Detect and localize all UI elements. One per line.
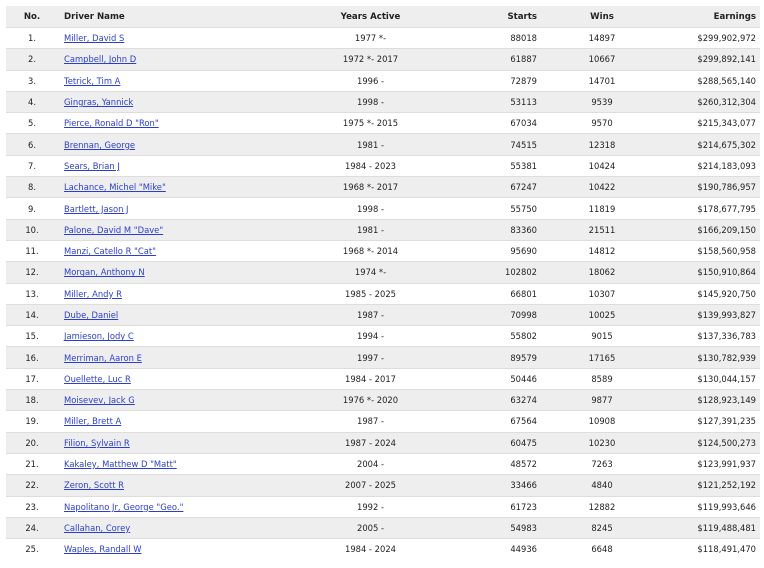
rank-cell: 6. xyxy=(6,134,58,155)
starts-cell: 61887 xyxy=(427,49,549,70)
driver-name-cell xyxy=(58,517,314,538)
earnings-cell: $260,312,304 xyxy=(655,91,760,112)
wins-cell: 14812 xyxy=(549,240,655,261)
driver-name-link[interactable]: Campbell, John D xyxy=(64,54,137,65)
driver-name-link[interactable]: Merriman, Aaron E xyxy=(64,352,142,363)
table-row xyxy=(6,411,760,432)
rank-cell: 15. xyxy=(6,326,58,347)
wins-cell: 8245 xyxy=(549,517,655,538)
driver-name-cell xyxy=(58,496,314,517)
rank-cell: 14. xyxy=(6,304,58,325)
column-header-starts[interactable]: Starts xyxy=(427,6,549,28)
driver-name-cell xyxy=(58,219,314,240)
years-active-cell: 1975 *- 2015 xyxy=(314,113,427,134)
wins-cell: 10025 xyxy=(549,304,655,325)
years-active-cell: 1984 - 2024 xyxy=(314,539,427,560)
driver-name-link[interactable]: Waples, Randall W xyxy=(64,544,142,555)
rank-cell: 19. xyxy=(6,411,58,432)
years-active-cell: 2007 - 2025 xyxy=(314,475,427,496)
earnings-cell: $299,902,972 xyxy=(655,28,760,49)
rank-cell: 3. xyxy=(6,70,58,91)
driver-name-link[interactable]: Zeron, Scott R xyxy=(64,480,124,491)
leaderboard-container xyxy=(6,6,760,559)
years-active-cell: 1981 - xyxy=(314,134,427,155)
table-row xyxy=(6,70,760,91)
driver-earnings-table xyxy=(6,6,760,559)
earnings-cell: $178,677,795 xyxy=(655,198,760,219)
years-active-cell: 2005 - xyxy=(314,517,427,538)
driver-name-cell xyxy=(58,70,314,91)
driver-name-cell xyxy=(58,390,314,411)
earnings-cell: $128,923,149 xyxy=(655,390,760,411)
starts-cell: 74515 xyxy=(427,134,549,155)
years-active-cell: 1977 *- xyxy=(314,28,427,49)
years-active-cell: 1987 - xyxy=(314,411,427,432)
earnings-cell: $166,209,150 xyxy=(655,219,760,240)
column-header-earnings[interactable]: Earnings xyxy=(655,6,760,28)
earnings-cell: $130,044,157 xyxy=(655,368,760,389)
starts-cell: 88018 xyxy=(427,28,549,49)
driver-name-link[interactable]: Brennan, George xyxy=(64,139,136,150)
table-row xyxy=(6,177,760,198)
starts-cell: 67564 xyxy=(427,411,549,432)
years-active-cell: 1996 - xyxy=(314,70,427,91)
driver-name-link[interactable]: Manzi, Catello R "Cat" xyxy=(64,246,157,257)
years-active-cell: 1984 - 2017 xyxy=(314,368,427,389)
table-row xyxy=(6,219,760,240)
driver-name-link[interactable]: Napolitano Jr, George "Geo." xyxy=(64,501,184,512)
earnings-cell: $118,491,470 xyxy=(655,539,760,560)
years-active-cell: 1968 *- 2014 xyxy=(314,240,427,261)
driver-name-link[interactable]: Lachance, Michel "Mike" xyxy=(64,182,166,193)
rank-cell: 17. xyxy=(6,368,58,389)
table-row xyxy=(6,453,760,474)
starts-cell: 48572 xyxy=(427,453,549,474)
starts-cell: 72879 xyxy=(427,70,549,91)
wins-cell: 9539 xyxy=(549,91,655,112)
earnings-cell: $299,892,141 xyxy=(655,49,760,70)
wins-cell: 10422 xyxy=(549,177,655,198)
driver-name-cell xyxy=(58,155,314,176)
wins-cell: 14701 xyxy=(549,70,655,91)
column-header-no[interactable]: No. xyxy=(6,6,58,28)
table-row xyxy=(6,496,760,517)
rank-cell: 10. xyxy=(6,219,58,240)
starts-cell: 55802 xyxy=(427,326,549,347)
driver-name-link[interactable]: Jamieson, Jody C xyxy=(64,331,134,342)
rank-cell: 5. xyxy=(6,113,58,134)
starts-cell: 60475 xyxy=(427,432,549,453)
starts-cell: 63274 xyxy=(427,390,549,411)
rank-cell: 1. xyxy=(6,28,58,49)
starts-cell: 54983 xyxy=(427,517,549,538)
earnings-cell: $123,991,937 xyxy=(655,453,760,474)
years-active-cell: 1985 - 2025 xyxy=(314,283,427,304)
wins-cell: 9015 xyxy=(549,326,655,347)
earnings-cell: $137,336,783 xyxy=(655,326,760,347)
wins-cell: 12318 xyxy=(549,134,655,155)
driver-name-cell xyxy=(58,91,314,112)
wins-cell: 9877 xyxy=(549,390,655,411)
rank-cell: 16. xyxy=(6,347,58,368)
earnings-cell: $119,488,481 xyxy=(655,517,760,538)
earnings-cell: $130,782,939 xyxy=(655,347,760,368)
driver-name-cell xyxy=(58,326,314,347)
driver-name-link[interactable]: Morgan, Anthony N xyxy=(64,267,145,278)
rank-cell: 7. xyxy=(6,155,58,176)
earnings-cell: $124,500,273 xyxy=(655,432,760,453)
table-row xyxy=(6,326,760,347)
table-row xyxy=(6,198,760,219)
years-active-cell: 1997 - xyxy=(314,347,427,368)
table-row xyxy=(6,304,760,325)
starts-cell: 83360 xyxy=(427,219,549,240)
table-row xyxy=(6,432,760,453)
rank-cell: 23. xyxy=(6,496,58,517)
rank-cell: 20. xyxy=(6,432,58,453)
years-active-cell: 1987 - 2024 xyxy=(314,432,427,453)
starts-cell: 55381 xyxy=(427,155,549,176)
years-active-cell: 1994 - xyxy=(314,326,427,347)
rank-cell: 13. xyxy=(6,283,58,304)
starts-cell: 67247 xyxy=(427,177,549,198)
header-row xyxy=(6,6,760,28)
earnings-cell: $150,910,864 xyxy=(655,262,760,283)
starts-cell: 102802 xyxy=(427,262,549,283)
years-active-cell: 1998 - xyxy=(314,91,427,112)
driver-name-cell xyxy=(58,49,314,70)
driver-name-cell xyxy=(58,283,314,304)
earnings-cell: $158,560,958 xyxy=(655,240,760,261)
driver-name-link[interactable]: Kakaley, Matthew D "Matt" xyxy=(64,459,177,470)
table-row xyxy=(6,390,760,411)
wins-cell: 7263 xyxy=(549,453,655,474)
wins-cell: 17165 xyxy=(549,347,655,368)
starts-cell: 95690 xyxy=(427,240,549,261)
table-row xyxy=(6,517,760,538)
column-header-years-active[interactable]: Years Active xyxy=(314,6,427,28)
rank-cell: 18. xyxy=(6,390,58,411)
years-active-cell: 1968 *- 2017 xyxy=(314,177,427,198)
years-active-cell: 1984 - 2023 xyxy=(314,155,427,176)
driver-name-cell xyxy=(58,304,314,325)
earnings-cell: $139,993,827 xyxy=(655,304,760,325)
wins-cell: 18062 xyxy=(549,262,655,283)
wins-cell: 8589 xyxy=(549,368,655,389)
driver-name-link[interactable]: Gingras, Yannick xyxy=(64,97,134,108)
driver-name-cell xyxy=(58,453,314,474)
years-active-cell: 1998 - xyxy=(314,198,427,219)
wins-cell: 12882 xyxy=(549,496,655,517)
table-row xyxy=(6,113,760,134)
driver-name-cell xyxy=(58,28,314,49)
earnings-cell: $145,920,750 xyxy=(655,283,760,304)
earnings-cell: $119,993,646 xyxy=(655,496,760,517)
table-row xyxy=(6,240,760,261)
wins-cell: 10667 xyxy=(549,49,655,70)
driver-name-link[interactable]: Ouellette, Luc R xyxy=(64,373,131,384)
table-row xyxy=(6,475,760,496)
earnings-cell: $215,343,077 xyxy=(655,113,760,134)
years-active-cell: 2004 - xyxy=(314,453,427,474)
column-header-wins[interactable]: Wins xyxy=(549,6,655,28)
driver-name-link[interactable]: Bartlett, Jason J xyxy=(64,203,129,214)
rank-cell: 4. xyxy=(6,91,58,112)
starts-cell: 44936 xyxy=(427,539,549,560)
wins-cell: 11819 xyxy=(549,198,655,219)
years-active-cell: 1974 *- xyxy=(314,262,427,283)
table-row xyxy=(6,368,760,389)
rank-cell: 8. xyxy=(6,177,58,198)
driver-name-link[interactable]: Sears, Brian J xyxy=(64,160,120,171)
starts-cell: 70998 xyxy=(427,304,549,325)
column-header-driver-name[interactable]: Driver Name xyxy=(58,6,314,28)
driver-name-link[interactable]: Dube, Daniel xyxy=(64,310,119,320)
rank-cell: 21. xyxy=(6,453,58,474)
driver-name-link[interactable]: Filion, Sylvain R xyxy=(64,437,130,448)
table-header xyxy=(6,6,760,28)
starts-cell: 61723 xyxy=(427,496,549,517)
driver-name-cell xyxy=(58,411,314,432)
driver-name-link[interactable]: Miller, David S xyxy=(64,33,125,44)
driver-name-link[interactable]: Callahan, Corey xyxy=(64,522,131,533)
earnings-cell: $121,252,192 xyxy=(655,475,760,496)
wins-cell: 9570 xyxy=(549,113,655,134)
earnings-cell: $190,786,957 xyxy=(655,177,760,198)
driver-name-cell xyxy=(58,198,314,219)
starts-cell: 33466 xyxy=(427,475,549,496)
wins-cell: 10908 xyxy=(549,411,655,432)
driver-name-link[interactable]: Tetrick, Tim A xyxy=(64,75,121,86)
rank-cell: 24. xyxy=(6,517,58,538)
starts-cell: 55750 xyxy=(427,198,549,219)
driver-name-cell xyxy=(58,134,314,155)
table-row xyxy=(6,49,760,70)
rank-cell: 2. xyxy=(6,49,58,70)
wins-cell: 6648 xyxy=(549,539,655,560)
table-body xyxy=(6,28,760,560)
wins-cell: 14897 xyxy=(549,28,655,49)
wins-cell: 10230 xyxy=(549,432,655,453)
earnings-cell: $127,391,235 xyxy=(655,411,760,432)
table-row xyxy=(6,262,760,283)
driver-name-cell xyxy=(58,262,314,283)
years-active-cell: 1992 - xyxy=(314,496,427,517)
starts-cell: 89579 xyxy=(427,347,549,368)
years-active-cell: 1976 *- 2020 xyxy=(314,390,427,411)
driver-name-link[interactable]: Pierce, Ronald D "Ron" xyxy=(64,118,159,129)
table-row xyxy=(6,539,760,560)
earnings-cell: $214,675,302 xyxy=(655,134,760,155)
starts-cell: 66801 xyxy=(427,283,549,304)
years-active-cell: 1972 *- 2017 xyxy=(314,49,427,70)
driver-name-cell xyxy=(58,475,314,496)
table-row xyxy=(6,134,760,155)
earnings-cell: $288,565,140 xyxy=(655,70,760,91)
driver-name-cell xyxy=(58,113,314,134)
table-row xyxy=(6,28,760,49)
driver-name-link[interactable]: Moisevev, Jack G xyxy=(64,395,135,406)
years-active-cell: 1981 - xyxy=(314,219,427,240)
rank-cell: 11. xyxy=(6,240,58,261)
table-row xyxy=(6,347,760,368)
starts-cell: 53113 xyxy=(427,91,549,112)
wins-cell: 10424 xyxy=(549,155,655,176)
driver-name-link[interactable]: Miller, Andy R xyxy=(64,288,122,299)
earnings-cell: $214,183,093 xyxy=(655,155,760,176)
driver-name-cell xyxy=(58,240,314,261)
wins-cell: 4840 xyxy=(549,475,655,496)
driver-name-cell xyxy=(58,347,314,368)
rank-cell: 25. xyxy=(6,539,58,560)
years-active-cell: 1987 - xyxy=(314,304,427,325)
driver-name-cell xyxy=(58,432,314,453)
driver-name-cell xyxy=(58,368,314,389)
table-row xyxy=(6,155,760,176)
driver-name-cell xyxy=(58,539,314,560)
driver-name-link[interactable]: Miller, Brett A xyxy=(64,416,122,427)
driver-name-cell xyxy=(58,177,314,198)
table-row xyxy=(6,283,760,304)
driver-name-link[interactable]: Palone, David M "Dave" xyxy=(64,224,164,235)
table-row xyxy=(6,91,760,112)
starts-cell: 50446 xyxy=(427,368,549,389)
wins-cell: 21511 xyxy=(549,219,655,240)
starts-cell: 67034 xyxy=(427,113,549,134)
rank-cell: 12. xyxy=(6,262,58,283)
rank-cell: 22. xyxy=(6,475,58,496)
rank-cell: 9. xyxy=(6,198,58,219)
wins-cell: 10307 xyxy=(549,283,655,304)
